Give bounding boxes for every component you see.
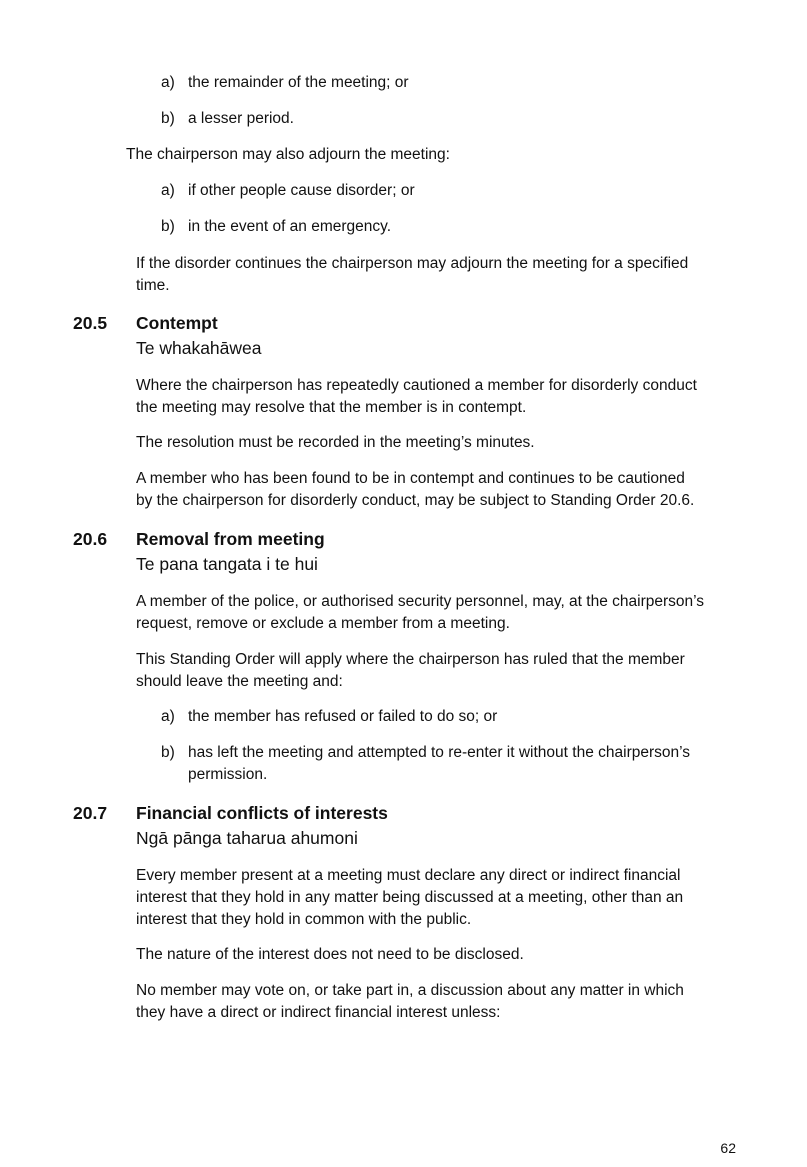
paragraph-line: A member who has been found to be in contempt and continues to be cautioned (136, 470, 685, 487)
section-title: Financial conflicts of interests (136, 803, 388, 823)
section-number: 20.7 (73, 803, 108, 823)
disorder-paragraph-line: If the disorder continues the chairperson may adjourn the meeting for a specified (136, 255, 689, 272)
section-number: 20.6 (73, 529, 108, 549)
list-item-text: the member has refused or failed to do so; or (188, 708, 498, 725)
paragraph-line: No member may vote on, or take part in, a discussion about any matter in which (136, 982, 684, 999)
list-item-text: permission. (188, 766, 268, 783)
list-marker: b) (161, 744, 175, 761)
list-item-text: has left the meeting and attempted to re-enter it without the chairperson’s (188, 744, 691, 761)
section-subtitle: Te whakahāwea (136, 338, 262, 358)
list-marker: a) (161, 182, 175, 199)
list-marker: a) (161, 74, 175, 91)
section-title: Removal from meeting (136, 529, 325, 549)
paragraph-line: they have a direct or indirect financial interest unless: (136, 1004, 501, 1021)
paragraph-line: A member of the police, or authorised security personnel, may, at the chairperson’s (136, 593, 705, 610)
paragraph-line: Where the chairperson has repeatedly cautioned a member for disorderly conduct (136, 377, 697, 394)
paragraph-line: by the chairperson for disorderly conduct, may be subject to Standing Order 20.6. (136, 492, 695, 509)
paragraph-line: The nature of the interest does not need to be disclosed. (136, 946, 524, 963)
section-subtitle: Te pana tangata i te hui (136, 554, 318, 574)
disorder-paragraph-line: time. (136, 277, 170, 294)
list-item-text: if other people cause disorder; or (188, 182, 415, 199)
list-marker: b) (161, 110, 175, 127)
paragraph-line: interest that they hold in common with the public. (136, 911, 472, 928)
paragraph-line: The resolution must be recorded in the meeting’s minutes. (136, 434, 535, 451)
list-item-text: a lesser period. (188, 110, 294, 127)
paragraph-line: the meeting may resolve that the member is in contempt. (136, 399, 527, 416)
paragraph-line: This Standing Order will apply where the chairperson has ruled that the member (136, 651, 685, 668)
adjourn-paragraph: The chairperson may also adjourn the meeting: (126, 146, 450, 163)
list-item-text: in the event of an emergency. (188, 218, 392, 235)
section-number: 20.5 (73, 313, 108, 333)
section-title: Contempt (136, 313, 218, 333)
paragraph-line: Every member present at a meeting must declare any direct or indirect financial (136, 867, 681, 884)
section-subtitle: Ngā pānga taharua ahumoni (136, 828, 358, 848)
page-number: 62 (720, 1140, 736, 1156)
list-marker: b) (161, 218, 175, 235)
paragraph-line: interest that they hold in any matter being discussed at a meeting, other than an (136, 889, 684, 906)
paragraph-line: should leave the meeting and: (136, 673, 343, 690)
list-marker: a) (161, 708, 175, 725)
paragraph-line: request, remove or exclude a member from a meeting. (136, 615, 510, 632)
list-item-text: the remainder of the meeting; or (188, 74, 409, 91)
